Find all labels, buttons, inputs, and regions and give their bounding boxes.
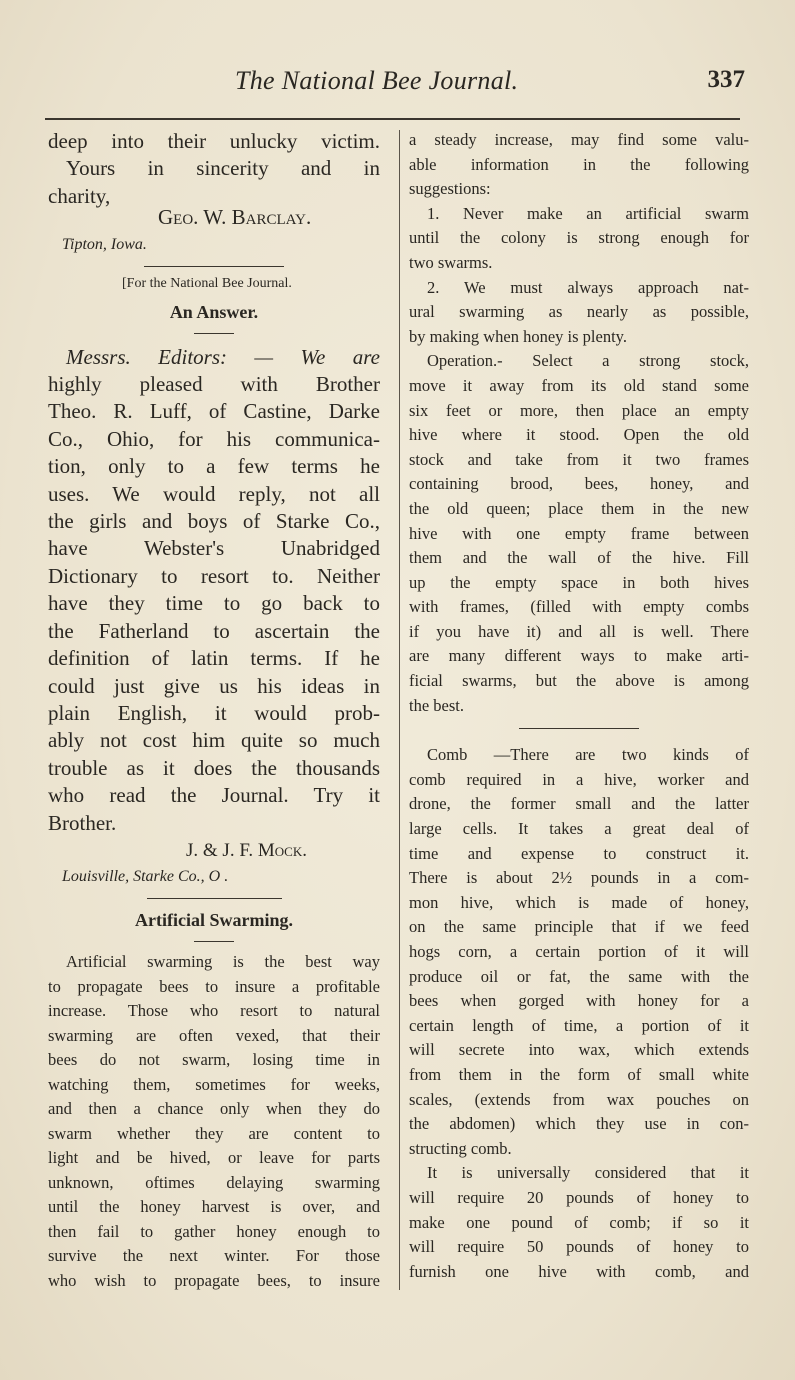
text-line: able information in the following xyxy=(409,154,749,174)
text-line: definition of latin terms. If he xyxy=(48,646,380,671)
text-line: Theo. R. Luff, of Castine, Darke xyxy=(48,399,380,424)
text-line: could just give us his ideas in xyxy=(48,673,380,698)
text-line: ficial swarms, but the above is among xyxy=(409,671,749,691)
text-line: swarming are often vexed, that their xyxy=(48,1025,380,1045)
text-line: containing brood, bees, honey, and xyxy=(409,474,749,494)
text-line: Brother. xyxy=(48,810,117,835)
column-divider xyxy=(399,130,400,1290)
text-line: drone, the former small and the latter xyxy=(409,794,749,814)
source-note: [For the National Bee Journal. xyxy=(122,275,292,291)
place-tipton: Tipton, Iowa. xyxy=(62,235,147,253)
text-line: Messrs. Editors: — We are xyxy=(66,344,380,369)
text-line: unknown, oftimes delaying swarming xyxy=(48,1172,380,1192)
text-line: have Webster's Unabridged xyxy=(48,536,380,561)
text-line: and then a chance only when they do xyxy=(48,1099,380,1119)
page-header xyxy=(30,66,750,106)
text-line: them and the wall of the hive. Fill xyxy=(409,548,749,568)
heading-rule xyxy=(194,941,234,942)
text-line: 2. We must always approach nat- xyxy=(427,277,749,297)
text-line: hive where it stood. Open the old xyxy=(409,425,749,445)
text-line: hogs corn, a certain portion of it will xyxy=(409,942,749,961)
text-line: the abdomen) which they use in con- xyxy=(409,1114,749,1134)
text-line: highly pleased with Brother xyxy=(48,372,380,397)
text-line: trouble as it does the thousands xyxy=(48,755,380,780)
header-rule xyxy=(45,118,740,120)
text-line: Dictionary to resort to. Neither xyxy=(48,563,380,588)
text-line: ural swarming as nearly as possible, xyxy=(409,302,749,322)
text-line: up the empty space in both hives xyxy=(409,572,749,592)
text-line: move it away from its old stand some xyxy=(409,375,749,395)
heading-artificial-swarming: Artificial Swarming. xyxy=(135,910,293,931)
text-line: plain English, it would prob- xyxy=(48,700,380,725)
text-line: structing comb. xyxy=(409,1138,512,1158)
text-line: will secrete into wax, which extends xyxy=(409,1040,749,1060)
text-line: two swarms. xyxy=(409,252,493,272)
text-line: Co., Ohio, for his communica- xyxy=(48,426,380,451)
section-rule xyxy=(144,266,284,267)
text-line: light and be hived, or leave for parts xyxy=(48,1148,380,1168)
text-line: until the colony is strong enough for xyxy=(409,228,749,248)
page-number: 337 xyxy=(707,66,745,93)
text-line: will require 50 pounds of honey to xyxy=(409,1237,749,1257)
text-line: bees when gorged with honey for a xyxy=(409,991,749,1011)
text-line: Yours in sincerity and in xyxy=(66,156,380,181)
text-line: are many different ways to make arti- xyxy=(409,646,749,666)
text-line: from them in the form of small white xyxy=(409,1064,749,1084)
text-line: mon hive, which is made of honey, xyxy=(409,892,749,912)
text-line: six feet or more, then place an empty xyxy=(409,400,749,420)
text-line: who read the Journal. Try it xyxy=(48,783,380,808)
text-line: have they time to go back to xyxy=(48,591,380,616)
right-column xyxy=(409,128,749,1284)
place-louisville: Louisville, Starke Co., O . xyxy=(62,868,229,886)
text-line: suggestions: xyxy=(409,179,491,199)
text-line: the old queen; place them in the new xyxy=(409,498,749,518)
text-line: stock and take from it two frames xyxy=(409,449,749,469)
text-line: deep into their unlucky victim. xyxy=(48,129,380,153)
text-line: There is about 2½ pounds in a com- xyxy=(409,868,749,888)
text-line: hive with one empty frame between xyxy=(409,523,749,543)
signature-mock: J. & J. F. Mock. xyxy=(186,839,307,861)
text-line: then fail to gather honey enough to xyxy=(48,1221,380,1241)
text-line: It is universally considered that it xyxy=(427,1163,749,1183)
heading-rule xyxy=(194,333,234,334)
text-line: Artificial swarming is the best way xyxy=(66,952,380,972)
text-line: until the honey harvest is over, and xyxy=(48,1197,380,1217)
text-line: produce oil or fat, the same with the xyxy=(409,966,749,986)
text-line: large cells. It takes a great deal of xyxy=(409,819,749,839)
heading-an-answer: An Answer. xyxy=(169,301,259,322)
text-line: the Fatherland to ascertain the xyxy=(48,618,380,643)
text-line: ably not cost him quite so much xyxy=(48,728,380,753)
text-line: will require 20 pounds of honey to xyxy=(409,1187,749,1207)
text-line: by making when honey is plenty. xyxy=(409,326,627,346)
text-line: time and expense to construct it. xyxy=(409,843,749,863)
text-line: make one pound of comb; if so it xyxy=(409,1212,749,1232)
signature-barclay: Geo. W. Barclay. xyxy=(158,205,312,230)
text-line: bees do not swarm, losing time in xyxy=(48,1050,380,1070)
text-line: the girls and boys of Starke Co., xyxy=(48,509,380,534)
text-line: increase. Those who resort to natural xyxy=(48,1001,380,1021)
left-column xyxy=(48,128,380,1293)
text-line: scales, (extends from wax pouches on xyxy=(409,1089,749,1109)
journal-title: The National Bee Journal. xyxy=(235,66,519,95)
text-line: certain length of time, a portion of it xyxy=(409,1015,749,1035)
text-line: comb required in a hive, worker and xyxy=(409,769,749,789)
text-line: if you have it) and all is well. There xyxy=(409,621,749,641)
text-line: Comb —There are two kinds of xyxy=(427,745,749,765)
text-line: watching them, sometimes for weeks, xyxy=(48,1074,380,1094)
text-line: uses. We would reply, not all xyxy=(48,481,380,506)
section-rule xyxy=(519,728,639,729)
text-line: the best. xyxy=(409,695,464,715)
text-line: on the same principle that if we feed xyxy=(409,917,749,937)
text-line: who wish to propagate bees, to insure xyxy=(48,1270,380,1290)
text-line: to propagate bees to insure a profitable xyxy=(48,976,380,996)
text-line: furnish one hive with comb, and xyxy=(409,1261,749,1281)
text-line: tion, only to a few terms he xyxy=(48,454,380,479)
text-line: survive the next winter. For those xyxy=(48,1246,380,1266)
text-line: Operation.- Select a strong stock, xyxy=(427,351,749,371)
text-line: swarm whether they are content to xyxy=(48,1123,380,1143)
text-line: 1. Never make an artificial swarm xyxy=(427,203,749,223)
text-line: a steady increase, may find some valu- xyxy=(409,130,749,149)
text-line: charity, xyxy=(48,183,111,208)
section-rule xyxy=(147,898,282,899)
text-line: with frames, (filled with empty combs xyxy=(409,597,749,617)
